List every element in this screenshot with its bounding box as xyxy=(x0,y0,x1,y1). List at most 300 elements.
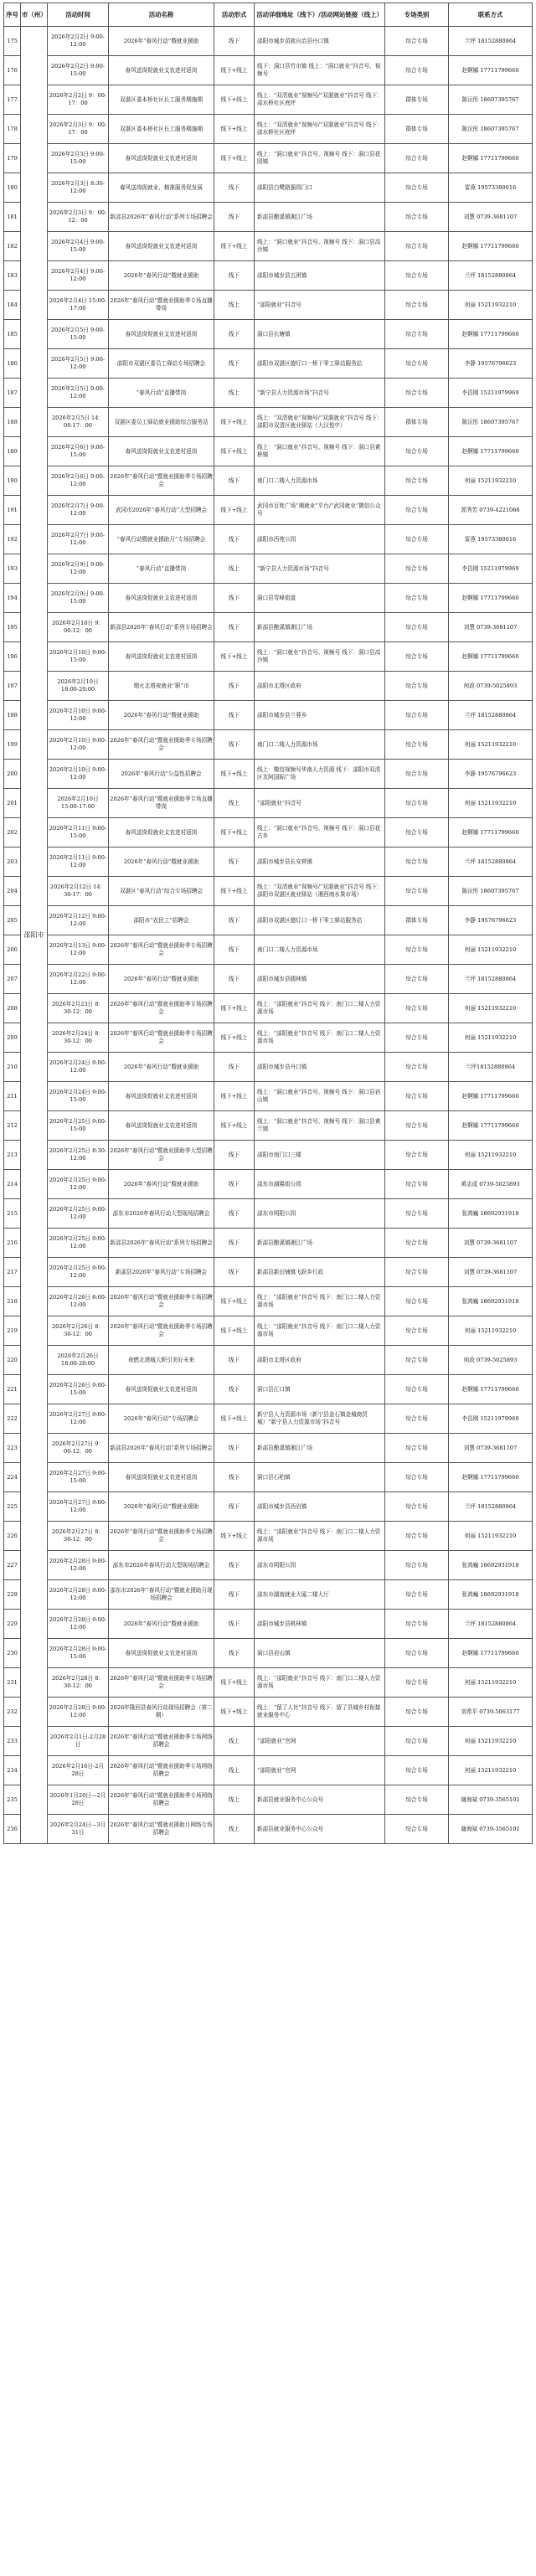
table-row xyxy=(4,848,533,877)
table-row xyxy=(4,1404,533,1434)
cell-address: 邵阳市城步县儒林镇 xyxy=(255,965,385,994)
cell-name: 春风送岗促就业支农进村返岗 xyxy=(109,56,214,85)
cell-form: 线下 xyxy=(214,906,255,935)
cell-time: 2026年2月25日 9:00-12:00 xyxy=(48,1170,109,1199)
cell-contact: 何丽 15211932210 xyxy=(449,789,533,818)
cell-time: 2026年2月2日 9:00-15:00 xyxy=(48,56,109,85)
cell-name: 春风送岗促就业支农进村返岗 xyxy=(109,584,214,613)
cell-form: 线下+线上 xyxy=(214,408,255,437)
cell-name: 2026年“春风行动”暨就业援助 xyxy=(109,965,214,994)
cell-contact: 何丽 15211932210 xyxy=(449,466,533,496)
cell-no: 204 xyxy=(4,877,21,906)
table-row xyxy=(4,232,533,261)
cell-category: 综合专场 xyxy=(385,730,449,760)
cell-no: 179 xyxy=(4,144,21,173)
cell-category: 群体专场 xyxy=(385,85,449,115)
cell-category: 综合专场 xyxy=(385,1258,449,1287)
cell-category: 综合专场 xyxy=(385,320,449,349)
cell-contact: 李静 19576796623 xyxy=(449,760,533,789)
cell-time: 2026年2月26日 18:00-20:00 xyxy=(48,1346,109,1375)
cell-address: 线上：“洞口就业”抖音号、视频号 线下：洞口县高沙镇 xyxy=(255,642,385,672)
cell-name: 烟火北塔夜就业“职”市 xyxy=(109,672,214,701)
cell-form: 线下+线上 xyxy=(214,877,255,906)
cell-no: 196 xyxy=(4,642,21,672)
cell-name: 2026年“春风行动”暨就业援助季专场招聘会 xyxy=(109,1023,214,1053)
cell-no: 222 xyxy=(4,1404,21,1434)
cell-contact: 兰坪 18152880864 xyxy=(449,848,533,877)
cell-time: 2026年2月26日 8:00-12:00 xyxy=(48,1287,109,1316)
cell-time: 2026年2月24日 9:00-12:00 xyxy=(48,1053,109,1082)
header-category: 专场类别 xyxy=(385,3,449,27)
cell-no: 214 xyxy=(4,1170,21,1199)
cell-time: 2026年2月7日 9:00-12:00 xyxy=(48,525,109,554)
cell-form: 线下 xyxy=(214,1170,255,1199)
cell-no: 233 xyxy=(4,1727,21,1756)
table-row xyxy=(4,1815,533,1844)
cell-address: 线上：“邵阳就业”抖音号 线下：南门口二楼人力资源市场 xyxy=(255,1287,385,1316)
table-row xyxy=(4,1434,533,1463)
cell-contact: 李静 19576796623 xyxy=(449,349,533,379)
cell-address: 邵阳市西苑公园 xyxy=(255,525,385,554)
cell-time: 2026年2月7日 9:00-12:00 xyxy=(48,496,109,525)
cell-address: 线上：“邵阳就业”抖音号 线下：南门口二楼人力资源市场 xyxy=(255,994,385,1023)
cell-no: 178 xyxy=(4,115,21,144)
cell-category: 综合专场 xyxy=(385,1815,449,1844)
cell-no: 211 xyxy=(4,1082,21,1111)
cell-address: 线上：微信视频号华南人力资源 线下：邵阳市双清区友阿国际广场 xyxy=(255,760,385,789)
cell-contact: 刘慧 0739-3681107 xyxy=(449,1258,533,1287)
cell-form: 线下 xyxy=(214,1580,255,1610)
cell-no: 225 xyxy=(4,1492,21,1522)
cell-form: 线下 xyxy=(214,965,255,994)
cell-contact: 陈沅彤 18607395767 xyxy=(449,877,533,906)
cell-name: 2026年“春风行动”暨就业援助 xyxy=(109,1492,214,1522)
table-row xyxy=(4,1727,533,1756)
cell-address: 线上：“洞口就业”抖音号、视频号 线下：洞口县岩山镇 xyxy=(255,1082,385,1111)
cell-name: 春风送岗促就业支农进村返岗 xyxy=(109,437,214,466)
cell-category: 综合专场 xyxy=(385,144,449,173)
cell-no: 235 xyxy=(4,1785,21,1815)
cell-address: 邵阳市南门口三楼 xyxy=(255,1141,385,1170)
cell-category: 综合专场 xyxy=(385,1229,449,1258)
table-row xyxy=(4,379,533,408)
table-row xyxy=(4,27,533,56)
cell-time: 2026年2月28日 8：30-12：00 xyxy=(48,1668,109,1698)
cell-category: 综合专场 xyxy=(385,261,449,291)
cell-no: 194 xyxy=(4,584,21,613)
cell-contact: 兰坪 18152880864 xyxy=(449,1492,533,1522)
cell-contact: 张鸿巍 18692931918 xyxy=(449,1199,533,1229)
cell-address: 线上：“邵阳就业”抖音号 线下：南门口二楼人力资源市场 xyxy=(255,1316,385,1346)
cell-form: 线下+线上 xyxy=(214,56,255,85)
cell-address: 新邵县酿溪镇湘江广场 xyxy=(255,1229,385,1258)
cell-category: 综合专场 xyxy=(385,379,449,408)
table-row xyxy=(4,320,533,349)
cell-address: 线上：“洞口就业”抖音号、视频号 线下：洞口县高沙镇 xyxy=(255,232,385,261)
table-row xyxy=(4,525,533,554)
cell-time: 2026年2月25日 8:30-12:00 xyxy=(48,1141,109,1170)
cell-no: 232 xyxy=(4,1698,21,1727)
cell-form: 线下 xyxy=(214,320,255,349)
cell-contact: 赵婀娜 17711799660 xyxy=(449,1639,533,1668)
cell-category: 综合专场 xyxy=(385,1639,449,1668)
cell-no: 224 xyxy=(4,1463,21,1492)
cell-contact: 赵婀娜 17711799660 xyxy=(449,1375,533,1404)
cell-contact: 赵婀娜 17711799660 xyxy=(449,584,533,613)
cell-form: 线下+线上 xyxy=(214,1287,255,1316)
cell-contact: 兰坪 18152880864 xyxy=(449,965,533,994)
cell-category: 综合专场 xyxy=(385,1492,449,1522)
cell-category: 综合专场 xyxy=(385,1668,449,1698)
cell-category: 综合专场 xyxy=(385,27,449,56)
cell-address: 线上：“邵阳就业”抖音号 线下：南门口二楼人力资源市场 xyxy=(255,1522,385,1551)
cell-no: 221 xyxy=(4,1375,21,1404)
cell-time: 2026年2月28日 9:00-15:00 xyxy=(48,1639,109,1668)
table-row xyxy=(4,1346,533,1375)
cell-time: 2026年2月10日 9:00-15:00 xyxy=(48,642,109,672)
cell-contact: 何丽 15211932210 xyxy=(449,1023,533,1053)
cell-name: 2026年“春风行动”暨就业援助 xyxy=(109,1610,214,1639)
cell-address: 南门口二楼人力资源市场 xyxy=(255,730,385,760)
cell-form: 线下 xyxy=(214,701,255,730)
cell-category: 综合专场 xyxy=(385,994,449,1023)
cell-form: 线上 xyxy=(214,379,255,408)
cell-form: 线下 xyxy=(214,1141,255,1170)
cell-name: 武冈市2026年“春风行动”大型招聘会 xyxy=(109,496,214,525)
table-row xyxy=(4,1463,533,1492)
header-address: 活动详细地址（线下）/活动网站链接（线上） xyxy=(255,3,385,27)
cell-time: 2026年2月26日 8：30-12：00 xyxy=(48,1316,109,1346)
cell-no: 202 xyxy=(4,818,21,848)
cell-address: 邵阳市城步县兰蓉乡 xyxy=(255,701,385,730)
table-row xyxy=(4,349,533,379)
cell-name: 双湛区委员工驿站就业援助综合服务站 xyxy=(109,408,214,437)
table-row xyxy=(4,1492,533,1522)
cell-time: 2026年2月5日 9:00-15:00 xyxy=(48,320,109,349)
cell-name: 2026年“春风行动”暨就业援助季专场招聘会 xyxy=(109,1522,214,1551)
cell-name: 新邵县2026年“春风行动”系列专场招聘会 xyxy=(109,1434,214,1463)
cell-name: 春风送岗促就业支农进村返岗 xyxy=(109,1111,214,1141)
table-row xyxy=(4,818,533,848)
cell-address: 邵阳市城步苗族自治县丹口镇 xyxy=(255,27,385,56)
cell-address: 洞口县江口镇 xyxy=(255,1375,385,1404)
cell-name: 邵东市2026年春风行动大型现场招聘会 xyxy=(109,1551,214,1580)
cell-time: 2026年2月12日 14：30-17：00 xyxy=(48,877,109,906)
cell-no: 182 xyxy=(4,232,21,261)
cell-time: 2026年2月28日 9:00-12:00 xyxy=(48,1698,109,1727)
header-form: 活动形式 xyxy=(214,3,255,27)
cell-address: 新宁县人力资源市场（新宁县金石镇金城商贸城）“新宁县人力资源市场”抖音号 xyxy=(255,1404,385,1434)
cell-time: 2026年2月6日 9:00-12:00 xyxy=(48,466,109,496)
cell-address: “邵阳就业”抖音号 xyxy=(255,789,385,818)
cell-form: 线上 xyxy=(214,291,255,320)
cell-contact: 刘慧 0739-3681107 xyxy=(449,613,533,642)
cell-name: 春风送岗促就业支农进村返岗 xyxy=(109,1375,214,1404)
cell-address: 邵阳市北塔区政府 xyxy=(255,672,385,701)
cell-name: 2026年“春风行动”暨就业援助 xyxy=(109,1170,214,1199)
cell-time: 2026年2月10日 9：00-12：00 xyxy=(48,613,109,642)
cell-time: 2026年2月10日 9:00-12:00 xyxy=(48,701,109,730)
cell-form: 线下 xyxy=(214,1229,255,1258)
cell-name: 新邵县2026年“春风行动”系列专场招聘会 xyxy=(109,203,214,232)
table-row xyxy=(4,1023,533,1053)
cell-time: 2026年2月28日 9:00-12:00 xyxy=(48,1580,109,1610)
cell-category: 综合专场 xyxy=(385,789,449,818)
cell-name: 2026年“春风行动”暨就业援助 xyxy=(109,701,214,730)
cell-address: 邵阳市城步县长安营镇 xyxy=(255,848,385,877)
cell-time: 2026年2月13日 9:00-12:00 xyxy=(48,935,109,965)
cell-time: 2026年2月24日 9:00-15:00 xyxy=(48,1082,109,1111)
cell-time: 2026年2月3日 9：00-12：00 xyxy=(48,203,109,232)
cell-no: 218 xyxy=(4,1287,21,1316)
cell-no: 220 xyxy=(4,1346,21,1375)
table-row xyxy=(4,1698,533,1727)
cell-contact: 何丽 15211932210 xyxy=(449,1522,533,1551)
cell-category: 综合专场 xyxy=(385,1023,449,1053)
cell-address: 线上：“邵阳就业”抖音号 线下：南门口二楼人力资源市场 xyxy=(255,1668,385,1698)
cell-no: 230 xyxy=(4,1639,21,1668)
table-row xyxy=(4,437,533,466)
cell-name: 夜燃北塔城大职引美好未来 xyxy=(109,1346,214,1375)
cell-name: 邵东市2026年春风行动大型现场招聘会 xyxy=(109,1199,214,1229)
table-row xyxy=(4,1082,533,1111)
cell-contact: 刘慧 0739-3681107 xyxy=(449,1434,533,1463)
table-row xyxy=(4,1668,533,1698)
cell-form: 线下+线上 xyxy=(214,1668,255,1698)
cell-time: 2026年2月10日 9:00-12:00 xyxy=(48,730,109,760)
cell-time: 2026年2月25日 9:00-15:00 xyxy=(48,1111,109,1141)
cell-no: 217 xyxy=(4,1258,21,1287)
cell-contact: 何丽 15211932210 xyxy=(449,730,533,760)
table-body xyxy=(4,27,533,1844)
cell-address: 新邵县酿溪镇湘江广场 xyxy=(255,203,385,232)
table-row xyxy=(4,1053,533,1082)
cell-contact: 赵婀娜 17711799660 xyxy=(449,818,533,848)
table-row xyxy=(4,554,533,584)
cell-contact: 张鸿巍 18692931918 xyxy=(449,1580,533,1610)
cell-category: 群体专场 xyxy=(385,906,449,935)
cell-no: 228 xyxy=(4,1580,21,1610)
cell-category: 综合专场 xyxy=(385,672,449,701)
cell-address: 南门口二楼人力资源市场 xyxy=(255,935,385,965)
table-row xyxy=(4,144,533,173)
cell-category: 综合专场 xyxy=(385,1346,449,1375)
cell-category: 综合专场 xyxy=(385,554,449,584)
cell-name: 双湛区委本桥社区长工服务期施期 xyxy=(109,85,214,115)
cell-time: 2026年2月24日—3月31日 xyxy=(48,1815,109,1844)
cell-no: 200 xyxy=(4,760,21,789)
cell-category: 综合专场 xyxy=(385,1551,449,1580)
cell-form: 线上 xyxy=(214,789,255,818)
table-row xyxy=(4,642,533,672)
cell-name: 春风送岗促就业支农进村返岗 xyxy=(109,818,214,848)
table-row xyxy=(4,1580,533,1610)
cell-contact: 何丽 15211932210 xyxy=(449,1668,533,1698)
cell-form: 线下 xyxy=(214,173,255,203)
table-row xyxy=(4,1141,533,1170)
cell-address: 线上：“双清就业”视频号/“双湛就业”抖音号 线下：邵阳市双清区就业驿站（大汉悦中） xyxy=(255,408,385,437)
cell-category: 综合专场 xyxy=(385,1082,449,1111)
cell-name: 2026年“春风行动”暨就业援助 xyxy=(109,27,214,56)
cell-name: 春风送岗促就业支农进村返岗 xyxy=(109,1082,214,1111)
cell-name: 邵阳市“农民工”招聘会 xyxy=(109,906,214,935)
cell-category: 综合专场 xyxy=(385,760,449,789)
cell-no: 198 xyxy=(4,701,21,730)
cell-time: 2026年2月3日 8:30-12:00 xyxy=(48,173,109,203)
cell-category: 综合专场 xyxy=(385,1111,449,1141)
cell-category: 综合专场 xyxy=(385,848,449,877)
cell-contact: 何丽 15211932210 xyxy=(449,1316,533,1346)
cell-address: 线上：“双清就业”视频号/“双湛就业”抖音号 线下：邵水桥社区庭坪 xyxy=(255,85,385,115)
cell-address: 邵阳县白鹭路强园门口 xyxy=(255,173,385,203)
cell-form: 线下 xyxy=(214,1639,255,1668)
cell-category: 综合专场 xyxy=(385,877,449,906)
cell-contact: 刘慧 0739-3681107 xyxy=(449,203,533,232)
cell-form: 线下 xyxy=(214,1053,255,1082)
cell-form: 线上 xyxy=(214,1815,255,1844)
cell-no: 199 xyxy=(4,730,21,760)
cell-form: 线下+线上 xyxy=(214,1111,255,1141)
cell-name: 春风送岗促就业支农进村返岗 xyxy=(109,642,214,672)
cell-name: 2026年“春风行动”专场招聘会 xyxy=(109,1404,214,1434)
cell-address: 南门口二楼人力资源市场 xyxy=(255,466,385,496)
cell-time: 2026年2月25日 9:00-12:00 xyxy=(48,1229,109,1258)
cell-name: 双湛区委本桥社区长工服务期施期 xyxy=(109,115,214,144)
cell-form: 线下 xyxy=(214,584,255,613)
cell-name: 邵东市2026年“春风行动”暨就业援助月现场招聘会 xyxy=(109,1580,214,1610)
cell-address: 线上：“双清就业”视频号/“双湛就业”抖音号 线下：邵水桥社区庭坪 xyxy=(255,115,385,144)
cell-category: 综合专场 xyxy=(385,1610,449,1639)
cell-form: 线下+线上 xyxy=(214,1023,255,1053)
cell-address: 新邵县就业服务中心公众号 xyxy=(255,1815,385,1844)
cell-form: 线下+线上 xyxy=(214,1404,255,1434)
cell-no: 226 xyxy=(4,1522,21,1551)
cell-category: 群体专场 xyxy=(385,115,449,144)
table-row xyxy=(4,56,533,85)
cell-time: 2026年2月4日 9:00-12:00 xyxy=(48,261,109,291)
cell-time: 2026年2月16日-2月28日 xyxy=(48,1756,109,1785)
cell-form: 线下+线上 xyxy=(214,85,255,115)
cell-address: 线上：“洞口就业”抖音号、视频号 线下：洞口县黄桥镇 xyxy=(255,437,385,466)
cell-address: 新邵县酿溪镇湘江广场 xyxy=(255,1434,385,1463)
cell-time: 2026年2月27日 9:00-12:00 xyxy=(48,1492,109,1522)
table-row xyxy=(4,1756,533,1785)
cell-form: 线下 xyxy=(214,1346,255,1375)
cell-no: 176 xyxy=(4,56,21,85)
cell-no: 192 xyxy=(4,525,21,554)
cell-address: 邵阳市北塔区政府 xyxy=(255,1346,385,1375)
cell-name: “春风行动暨就业援助月”专场招聘会 xyxy=(109,525,214,554)
cell-form: 线下+线上 xyxy=(214,232,255,261)
cell-category: 综合专场 xyxy=(385,1053,449,1082)
cell-time: 2026年2月12日 9:00-12:00 xyxy=(48,906,109,935)
header-no: 序号 xyxy=(4,3,21,27)
cell-no: 229 xyxy=(4,1610,21,1639)
cell-no: 185 xyxy=(4,320,21,349)
cell-no: 186 xyxy=(4,349,21,379)
cell-name: 春风送岗促就业支农进村返岗 xyxy=(109,144,214,173)
table-row xyxy=(4,291,533,320)
cell-contact: 赵婀娜 17711799660 xyxy=(449,232,533,261)
cell-contact: 张鸿巍 18692931918 xyxy=(449,1551,533,1580)
cell-time: 2026年1月20日—2月28日 xyxy=(48,1785,109,1815)
table-row xyxy=(4,1375,533,1404)
cell-address: 线上：“邵阳就业”抖音号 线下：南门口二楼人力资源市场 xyxy=(255,1023,385,1053)
cell-no: 227 xyxy=(4,1551,21,1580)
cell-contact: 刘希平 0739-5063177 xyxy=(449,1698,533,1727)
cell-form: 线下 xyxy=(214,1434,255,1463)
cell-category: 综合专场 xyxy=(385,701,449,730)
cell-form: 线下 xyxy=(214,1610,255,1639)
cell-contact: 何政 0739-5025893 xyxy=(449,1346,533,1375)
cell-no: 212 xyxy=(4,1111,21,1141)
cell-time: 2026年2月4日 9:00-15:00 xyxy=(48,232,109,261)
cell-name: 2026年“春风行动”暨就业援助 xyxy=(109,261,214,291)
cell-form: 线下+线上 xyxy=(214,144,255,173)
table-row xyxy=(4,1785,533,1815)
cell-no: 183 xyxy=(4,261,21,291)
cell-name: 新邵县2026年“春风行动”专场招聘会 xyxy=(109,1258,214,1287)
table-row xyxy=(4,85,533,115)
cell-address: 线上：“洞口就业”抖音号、视频号 线下：洞口县花园镇 xyxy=(255,144,385,173)
table-row xyxy=(4,1639,533,1668)
cell-category: 综合专场 xyxy=(385,525,449,554)
cell-contact: 何政 0739-5025893 xyxy=(449,672,533,701)
cell-no: 203 xyxy=(4,848,21,877)
cell-name: 2026年“春风行动”暨就业援助季专场招聘会 xyxy=(109,1287,214,1316)
table-row xyxy=(4,965,533,994)
cell-time: 2026年2月23日 8：30-12：00 xyxy=(48,994,109,1023)
cell-form: 线下+线上 xyxy=(214,1082,255,1111)
cell-name: 2026年“春风行动”暨就业援助月网络专场招聘会 xyxy=(109,1815,214,1844)
cell-form: 线下 xyxy=(214,349,255,379)
cell-form: 线下 xyxy=(214,261,255,291)
cell-category: 综合专场 xyxy=(385,1785,449,1815)
cell-contact: 陈沅彤 18607395767 xyxy=(449,85,533,115)
cell-name: 2026年“春风行动”暨就业援助季专场网络招聘会 xyxy=(109,1756,214,1785)
cell-time: 2026年2月28日 9:00-12:00 xyxy=(48,1551,109,1580)
cell-address: 邵东市明阳公园 xyxy=(255,1551,385,1580)
cell-contact: 赵婀娜 17711799660 xyxy=(449,320,533,349)
cell-address: 邵阳市城步县桃林镇 xyxy=(255,1610,385,1639)
table-row xyxy=(4,1551,533,1580)
cell-address: “新宁县人力资源市场”抖音号 xyxy=(255,379,385,408)
cell-no: 207 xyxy=(4,965,21,994)
cell-name: 2026年“春风行动”暨就业援助季专场网络招聘会 xyxy=(109,1785,214,1815)
cell-address: “邵阳就业”官网 xyxy=(255,1727,385,1756)
cell-address: 武冈市百姓广场“湘就业”平台/“武冈就业”微信公众号 xyxy=(255,496,385,525)
cell-time: 2026年2月27日 8：30-12：00 xyxy=(48,1522,109,1551)
cell-category: 综合专场 xyxy=(385,1580,449,1610)
table-row xyxy=(4,496,533,525)
cell-category: 综合专场 xyxy=(385,1522,449,1551)
cell-name: 2026年“春风行动”暨就业援助季专场招聘会 xyxy=(109,1668,214,1698)
cell-category: 综合专场 xyxy=(385,232,449,261)
cell-name: 新邵县2026年“春风行动”系列专场招聘会 xyxy=(109,613,214,642)
cell-time: 2026年2月9日 9:00-12:00 xyxy=(48,554,109,584)
cell-contact: 何丽 15211932210 xyxy=(449,291,533,320)
header-name: 活动名称 xyxy=(109,3,214,27)
cell-contact: 雷燕 19573380616 xyxy=(449,173,533,203)
cell-address: 新邵县新田铺镇飞跃乡行政 xyxy=(255,1258,385,1287)
activity-table xyxy=(3,3,533,1844)
cell-category: 综合专场 xyxy=(385,1698,449,1727)
cell-form: 线下 xyxy=(214,848,255,877)
cell-name: 春风送岗促就业支农进村返岗 xyxy=(109,1639,214,1668)
table-row xyxy=(4,1610,533,1639)
cell-form: 线下+线上 xyxy=(214,496,255,525)
table-row xyxy=(4,672,533,701)
